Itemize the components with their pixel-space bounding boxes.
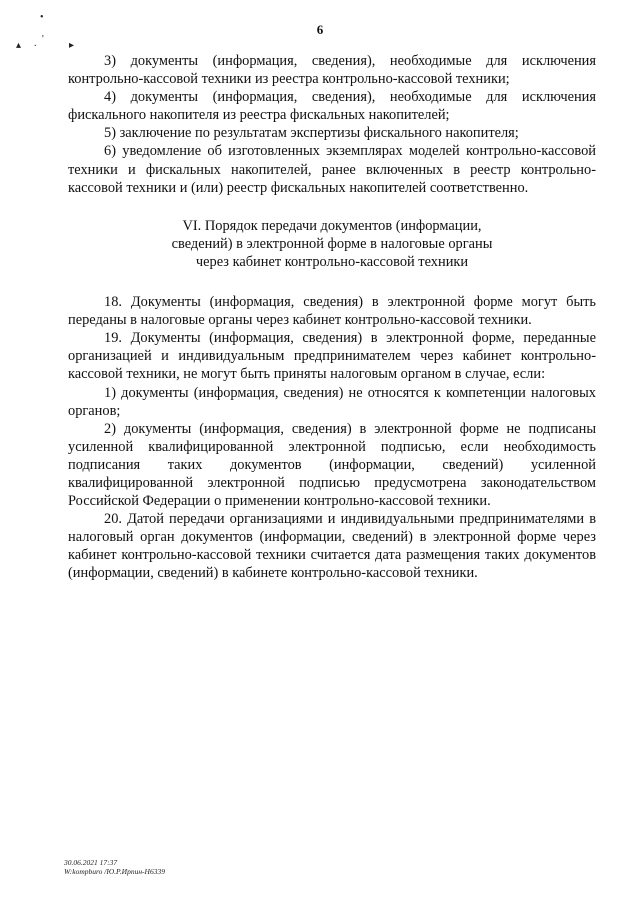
section-heading-line: VI. Порядок передачи документов (информации, — [182, 217, 482, 234]
document-body — [68, 52, 596, 583]
paragraph: 20. Датой передачи организациями и индивидуальными предпринимателями в налоговый орган документов (информации, сведений) в электронной форме через кабинет контрольно-кассовой техники считается дата размещения таких документов (информации, сведений) в кабинете контрольно-кассовой техники. — [68, 511, 596, 582]
list-item: 4) документы (информация, сведения), необходимые для исключения фискального накопителя из реестра фискальных накопителей; — [68, 89, 596, 124]
section-heading-line: сведений) в электронной форме в налоговые органы — [171, 235, 493, 252]
footer-stamp — [64, 858, 165, 876]
paragraph: 2) документы (информация, сведения) в электронной форме не подписаны усиленной квалифицированной электронной подписью, если необходимость подписания таких документов (информации, сведений) усиленной квалифицированной электронной подписью предусмотрена законодательством Российской Федерации о применении контрольно-кассовой техники. — [68, 420, 596, 510]
section-heading — [68, 217, 596, 271]
list-item: 5) заключение по результатам экспертизы фискального накопителя; — [104, 125, 519, 142]
page-number: 6 — [316, 22, 324, 37]
footer-file-path: W:kompburo /Ю.Р.Ирпин-Н6339 — [64, 867, 165, 876]
paragraph: 19. Документы (информация, сведения) в электронной форме, переданные организацией и индивидуальным предпринимателем через кабинет контрольно-кассовой техники, не могут быть приняты налоговым органом в случае, если: — [68, 330, 596, 383]
list-item: 6) уведомление об изготовленных экземплярах моделей контрольно-кассовой техники и фискальных накопителей, ранее включенных в реестр контрольно-кассовой техники и (или) реестр фискальных накопителей соответственно. — [68, 143, 596, 196]
paragraph: 18. Документы (информация, сведения) в электронной форме могут быть переданы в налоговые органы через кабинет контрольно-кассовой техники. — [68, 294, 596, 329]
scan-artifacts: • ▴ . ' ▸ — [16, 12, 75, 51]
section-heading-line: через кабинет контрольно-кассовой техники — [195, 253, 469, 270]
paragraph: 1) документы (информация, сведения) не относятся к компетенции налоговых органов; — [68, 384, 596, 419]
list-item: 3) документы (информация, сведения), необходимые для исключения контрольно-кассовой техники из реестра контрольно-кассовой техники; — [68, 53, 596, 88]
footer-timestamp: 30.06.2021 17:37 — [64, 858, 118, 867]
